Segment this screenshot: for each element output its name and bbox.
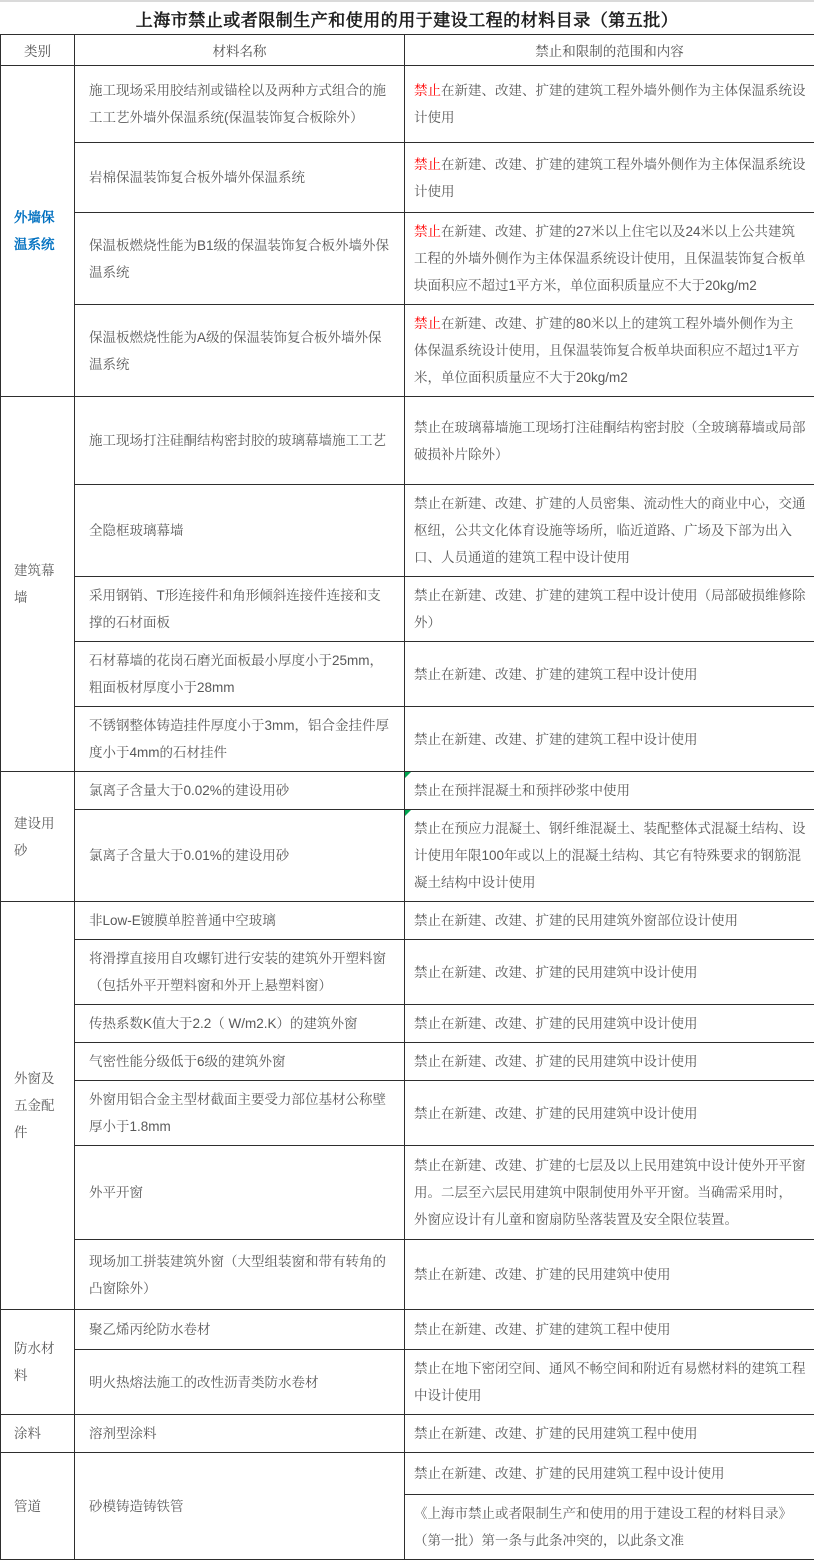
category-cell: 外墙保温系统 xyxy=(1,66,75,397)
table-row xyxy=(1,1310,814,1350)
header-row xyxy=(1,35,814,66)
restriction-cell xyxy=(405,577,814,642)
table-row xyxy=(1,66,814,143)
table-row xyxy=(1,1081,814,1146)
restriction-text: 《上海市禁止或者限制生产和使用的用于建设工程的材料目录》（第一批）第一条与此条冲突的，以此条文准 xyxy=(414,1506,792,1548)
material-cell: 将滑撑直接用自攻螺钉进行安装的建筑外开塑料窗（包括外平开塑料窗和外开上悬塑料窗） xyxy=(75,940,405,1005)
column-header-material: 材料名称 xyxy=(75,35,405,66)
category-cell: 防水材料 xyxy=(1,1310,75,1415)
restriction-cell xyxy=(405,642,814,707)
restriction-cell xyxy=(405,1081,814,1146)
prohibit-keyword: 禁止 xyxy=(414,316,441,331)
restriction-text: 禁止在新建、改建、扩建的民用建筑工程中设计使用 xyxy=(414,1466,725,1481)
category-cell: 建设用砂 xyxy=(1,772,75,902)
restriction-text: 在新建、改建、扩建的建筑工程外墙外侧作为主体保温系统设计使用 xyxy=(414,157,806,199)
column-header-restriction: 禁止和限制的范围和内容 xyxy=(405,35,814,66)
material-cell: 传热系数K值大于2.2（ W/m2.K）的建筑外窗 xyxy=(75,1005,405,1043)
restriction-cell xyxy=(405,707,814,772)
category-cell: 外窗及五金配件 xyxy=(1,902,75,1310)
restriction-cell xyxy=(405,66,814,143)
restriction-cell xyxy=(405,772,814,810)
restriction-text: 禁止在新建、改建、扩建的民用建筑中设计使用 xyxy=(414,965,698,980)
restriction-text: 禁止在新建、改建、扩建的民用建筑中设计使用 xyxy=(414,1054,698,1069)
restriction-cell xyxy=(405,1415,814,1453)
table-row xyxy=(1,397,814,485)
table-row xyxy=(1,642,814,707)
category-cell: 建筑幕墙 xyxy=(1,397,75,772)
material-cell: 采用钢销、T形连接件和角形倾斜连接件连接和支撑的石材面板 xyxy=(75,577,405,642)
material-cell: 明火热熔法施工的改性沥青类防水卷材 xyxy=(75,1350,405,1415)
restriction-text: 禁止在新建、改建、扩建的人员密集、流动性大的商业中心，交通枢纽，公共文化体育设施等场所，临近道路、广场及下部为出入口、人员通道的建筑工程中设计使用 xyxy=(414,496,806,565)
material-cell: 非Low-E镀膜单腔普通中空玻璃 xyxy=(75,902,405,940)
table-row xyxy=(1,772,814,810)
material-cell: 外窗用铝合金主型材截面主要受力部位基材公称壁厚小于1.8mm xyxy=(75,1081,405,1146)
material-cell: 气密性能分级低于6级的建筑外窗 xyxy=(75,1043,405,1081)
table-row xyxy=(1,213,814,305)
restriction-text: 禁止在新建、改建、扩建的民用建筑中设计使用 xyxy=(414,1106,698,1121)
material-cell: 聚乙烯丙纶防水卷材 xyxy=(75,1310,405,1350)
restriction-text: 禁止在新建、改建、扩建的民用建筑工程中使用 xyxy=(414,1426,698,1441)
material-cell: 施工现场打注硅酮结构密封胶的玻璃幕墙施工工艺 xyxy=(75,397,405,485)
material-cell: 现场加工拼装建筑外窗（大型组装窗和带有转角的凸窗除外） xyxy=(75,1240,405,1310)
material-cell: 氯离子含量大于0.02%的建设用砂 xyxy=(75,772,405,810)
restriction-text: 禁止在新建、改建、扩建的建筑工程中设计使用 xyxy=(414,667,698,682)
restriction-text: 禁止在新建、改建、扩建的民用建筑外窗部位设计使用 xyxy=(414,913,738,928)
restriction-cell xyxy=(405,143,814,213)
restriction-cell xyxy=(405,305,814,397)
material-cell: 石材幕墙的花岗石磨光面板最小厚度小于25mm，粗面板材厚度小于28mm xyxy=(75,642,405,707)
cell-corner-marker-icon xyxy=(405,772,411,778)
restriction-cell xyxy=(405,485,814,577)
restriction-text: 禁止在预应力混凝土、钢纤维混凝土、装配整体式混凝土结构、设计使用年限100年或以上的混凝土结构、其它有特殊要求的钢筋混凝土结构中设计使用 xyxy=(414,821,806,890)
cell-corner-marker-icon xyxy=(405,810,411,816)
restriction-cell xyxy=(405,1310,814,1350)
restriction-text: 禁止在新建、改建、扩建的七层及以上民用建筑中设计使外开平窗用。二层至六层民用建筑中限制使用外平开窗。当确需采用时， 外窗应设计有儿童和窗扇防坠落装置及安全限位装置。 xyxy=(414,1158,806,1227)
table-row xyxy=(1,485,814,577)
table-row xyxy=(1,1415,814,1453)
restriction-cell xyxy=(405,1240,814,1310)
table-row xyxy=(1,1146,814,1240)
restriction-text: 在新建、改建、扩建的建筑工程外墙外侧作为主体保温系统设计使用 xyxy=(414,83,806,125)
restriction-cell xyxy=(405,940,814,1005)
table-row xyxy=(1,305,814,397)
restriction-cell xyxy=(405,1350,814,1415)
restriction-text: 禁止在新建、改建、扩建的建筑工程中设计使用（局部破损维修除外） xyxy=(414,588,806,630)
table-row xyxy=(1,1005,814,1043)
restriction-cell xyxy=(405,1005,814,1043)
prohibit-keyword: 禁止 xyxy=(414,83,441,98)
restriction-cell xyxy=(405,1495,814,1560)
material-cell: 溶剂型涂料 xyxy=(75,1415,405,1453)
restriction-text: 在新建、改建、扩建的27米以上住宅以及24米以上公共建筑工程的外墙外侧作为主体保温系统设计使用，且保温装饰复合板单块面积应不超过1平方米，单位面积质量应不大于20kg/m2 xyxy=(414,224,806,293)
prohibit-keyword: 禁止 xyxy=(414,224,441,239)
material-cell: 施工现场采用胶结剂或锚栓以及两种方式组合的施工工艺外墙外保温系统(保温装饰复合板除外） xyxy=(75,66,405,143)
restriction-text: 禁止在玻璃幕墙施工现场打注硅酮结构密封胶（全玻璃幕墙或局部破损补片除外） xyxy=(414,420,806,462)
material-cell: 岩棉保温装饰复合板外墙外保温系统 xyxy=(75,143,405,213)
restriction-cell xyxy=(405,902,814,940)
restriction-text: 禁止在新建、改建、扩建的建筑工程中设计使用 xyxy=(414,732,698,747)
restriction-text: 在新建、改建、扩建的80米以上的建筑工程外墙外侧作为主体保温系统设计使用，且保温装饰复合板单块面积应不超过1平方米，单位面积质量应不大于20kg/m2 xyxy=(414,316,800,385)
table-row xyxy=(1,1453,814,1495)
table-row xyxy=(1,577,814,642)
category-cell: 涂料 xyxy=(1,1415,75,1453)
restriction-cell xyxy=(405,810,814,902)
material-cell: 保温板燃烧性能为B1级的保温装饰复合板外墙外保温系统 xyxy=(75,213,405,305)
table-row xyxy=(1,1350,814,1415)
table-row xyxy=(1,940,814,1005)
table-row xyxy=(1,902,814,940)
table-row xyxy=(1,1240,814,1310)
table-row xyxy=(1,810,814,902)
table-row xyxy=(1,143,814,213)
category-cell: 管道 xyxy=(1,1453,75,1560)
page-title: 上海市禁止或者限制生产和使用的用于建设工程的材料目录（第五批） xyxy=(136,6,679,31)
restriction-cell xyxy=(405,1453,814,1495)
table-row xyxy=(1,1043,814,1081)
materials-table xyxy=(0,34,814,1560)
restriction-cell xyxy=(405,397,814,485)
restriction-cell xyxy=(405,1043,814,1081)
table-row xyxy=(1,707,814,772)
material-cell: 保温板燃烧性能为A级的保温装饰复合板外墙外保温系统 xyxy=(75,305,405,397)
material-cell: 不锈钢整体铸造挂件厚度小于3mm，铝合金挂件厚度小于4mm的石材挂件 xyxy=(75,707,405,772)
material-cell: 砂模铸造铸铁管 xyxy=(75,1453,405,1560)
restriction-text: 禁止在新建、改建、扩建的民用建筑中设计使用 xyxy=(414,1016,698,1031)
title-bar xyxy=(0,0,814,34)
restriction-text: 禁止在新建、改建、扩建的民用建筑中使用 xyxy=(414,1267,671,1282)
restriction-text: 禁止在新建、改建、扩建的建筑工程中使用 xyxy=(414,1322,671,1337)
restriction-text: 禁止在预拌混凝土和预拌砂浆中使用 xyxy=(414,783,630,798)
restriction-cell xyxy=(405,1146,814,1240)
prohibit-keyword: 禁止 xyxy=(414,157,441,172)
material-cell: 外平开窗 xyxy=(75,1146,405,1240)
restriction-cell xyxy=(405,213,814,305)
restriction-text: 禁止在地下密闭空间、通风不畅空间和附近有易燃材料的建筑工程中设计使用 xyxy=(414,1361,806,1403)
column-header-category: 类别 xyxy=(1,35,75,66)
material-cell: 氯离子含量大于0.01%的建设用砂 xyxy=(75,810,405,902)
material-cell: 全隐框玻璃幕墙 xyxy=(75,485,405,577)
